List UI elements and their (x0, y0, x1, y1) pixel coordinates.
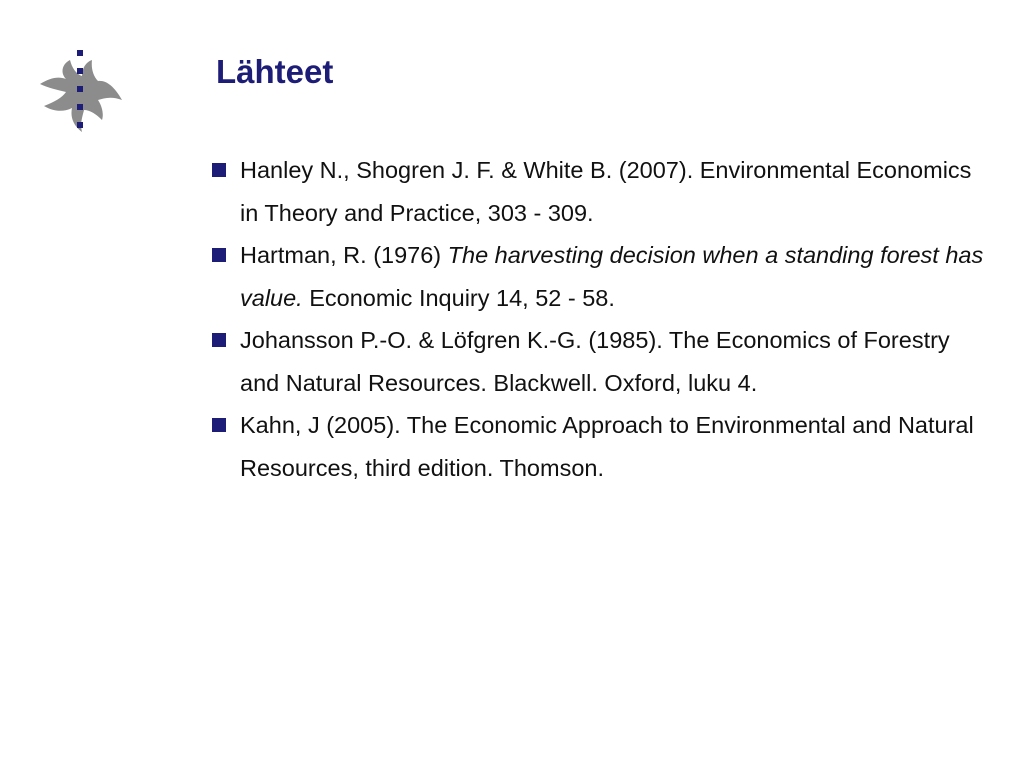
reference-italic-title: The harvesting decision when a standing forest has value. (240, 242, 984, 311)
square-bullet-icon (212, 418, 226, 432)
reference-item (210, 404, 990, 489)
reference-text: Kahn, J (2005). The Economic Approach to Environmental and Natural Resources, third edition. Thomson. (240, 412, 974, 481)
reference-text-after: Economic Inquiry 14, 52 - 58. (302, 284, 615, 311)
reference-text: Johansson P.-O. & Löfgren K.-G. (1985). The Economics of Forestry and Natural Resources. Blackwell. Oxford, luku 4. (240, 327, 950, 396)
square-bullet-icon (212, 333, 226, 347)
reference-text-before: Hartman, R. (1976) (240, 242, 448, 268)
reference-item (210, 234, 990, 319)
reference-list (210, 149, 990, 489)
helsinki-university-logo-icon (36, 48, 126, 138)
reference-text: Hanley N., Shogren J. F. & White B. (2007). Environmental Economics in Theory and Practice, 303 - 309. (240, 157, 972, 226)
reference-item (210, 149, 990, 234)
reference-item (210, 319, 990, 404)
square-bullet-icon (212, 248, 226, 262)
slide-title: Lähteet (216, 53, 334, 90)
square-bullet-icon (212, 163, 226, 177)
